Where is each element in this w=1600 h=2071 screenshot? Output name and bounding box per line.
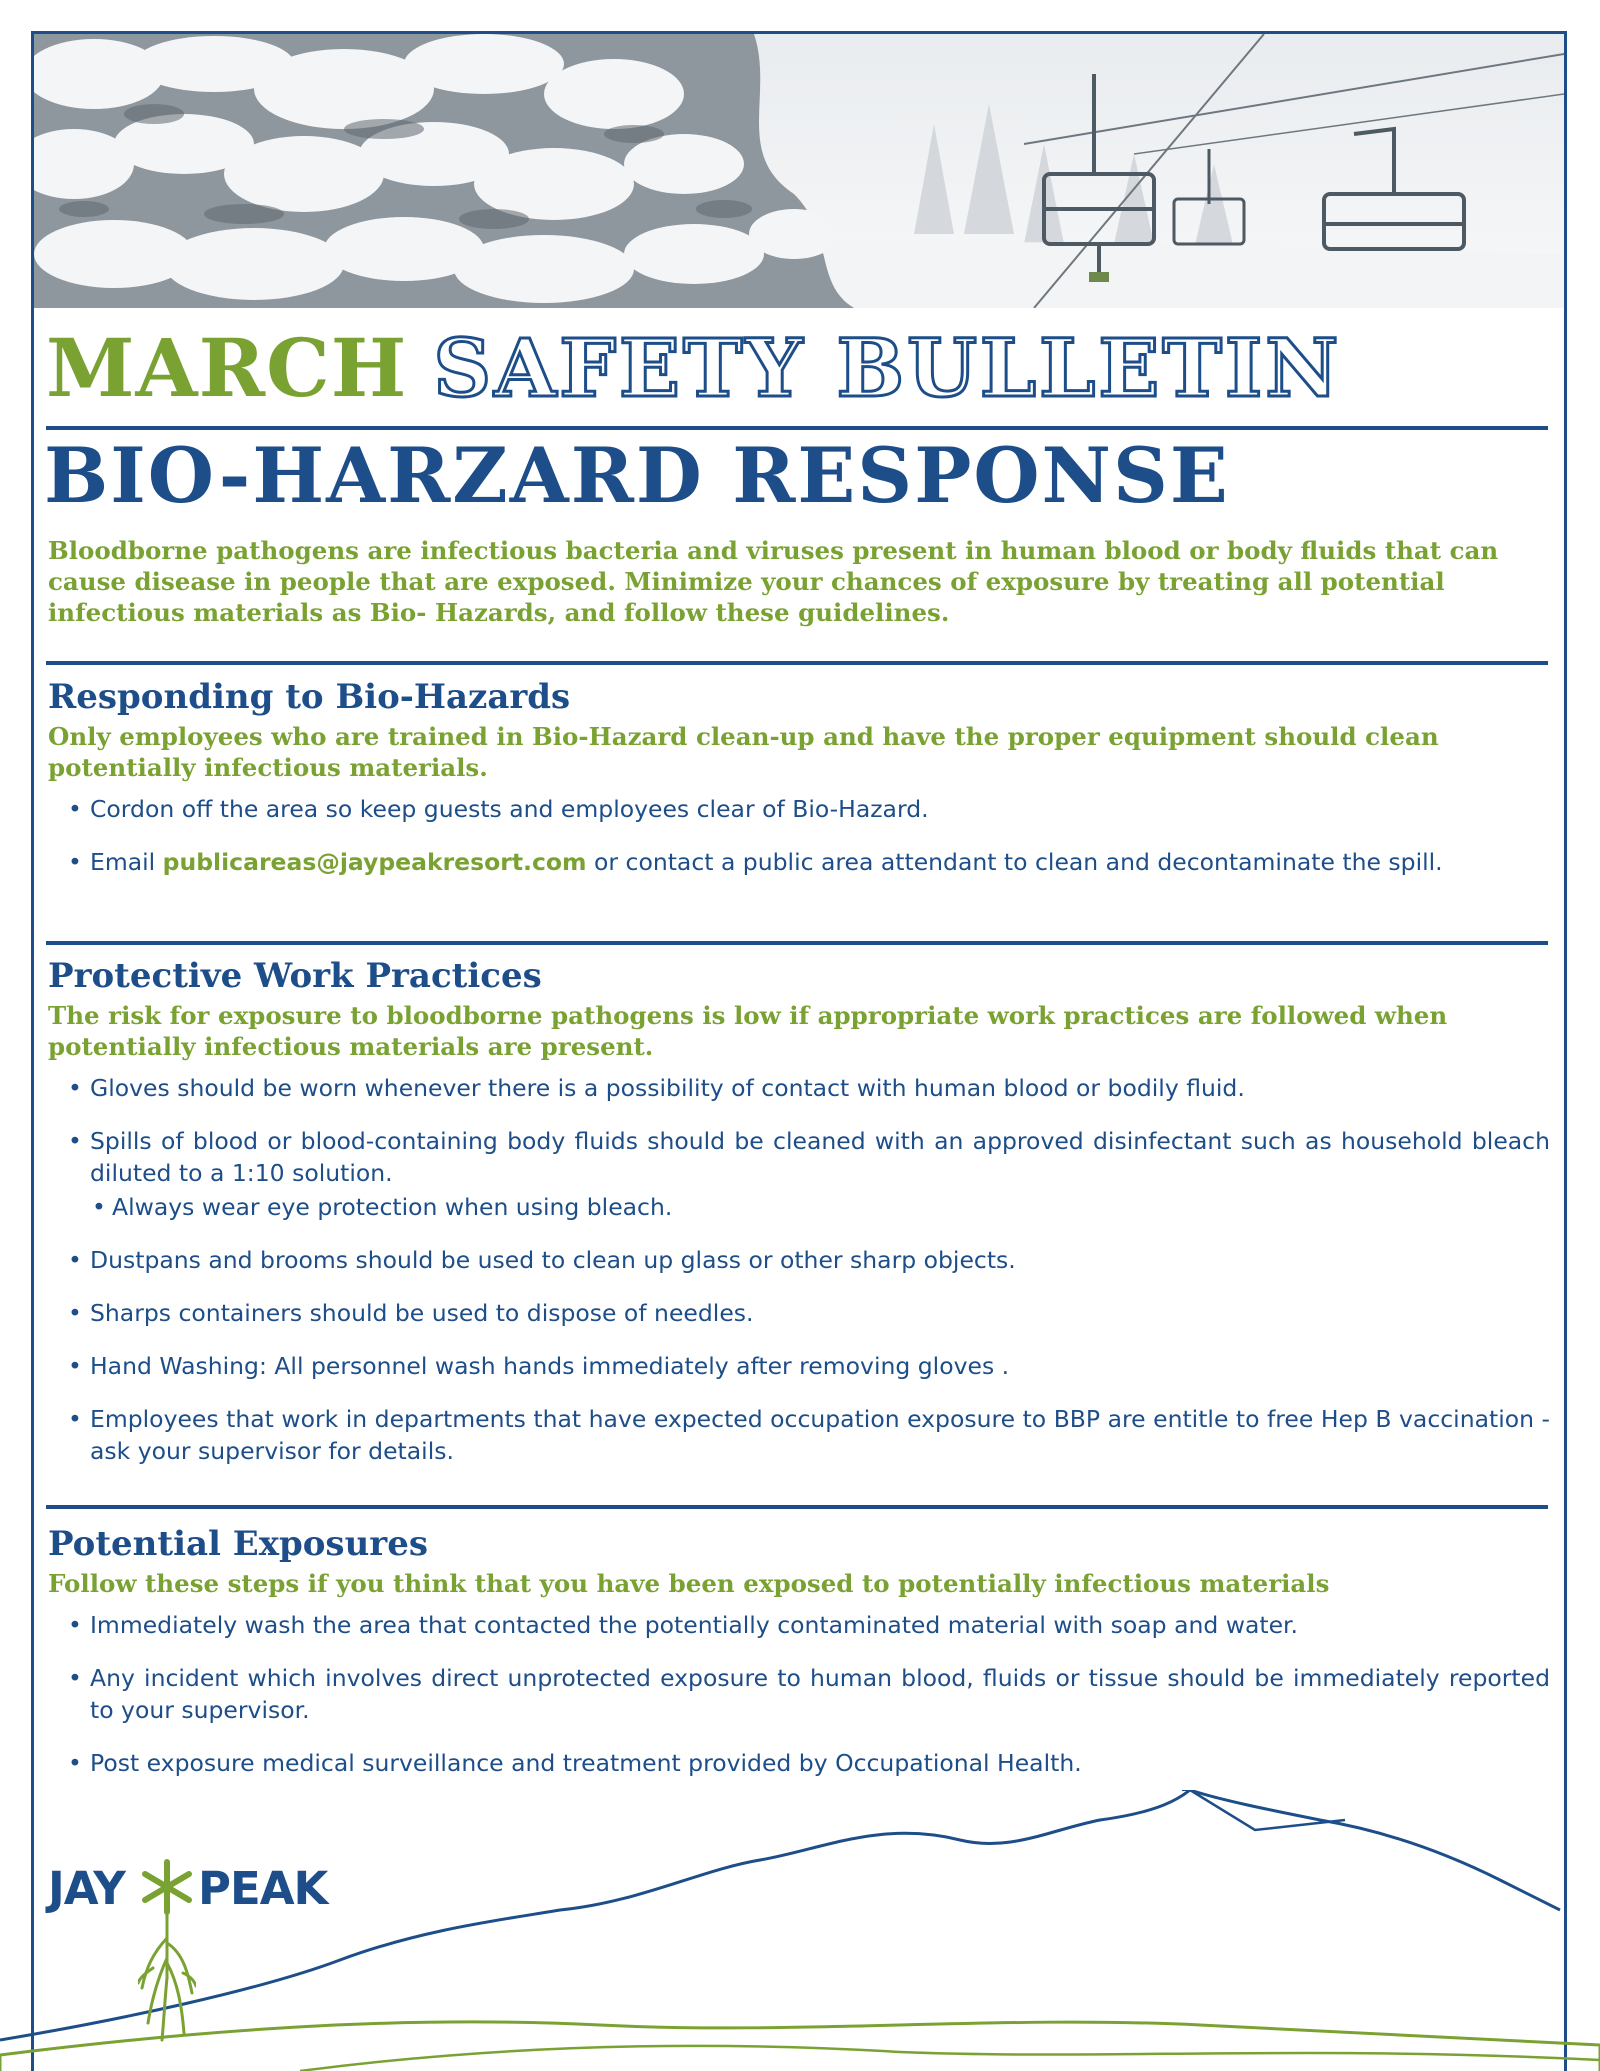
list-item: • Post exposure medical surveillance and treatment provided by Occupational Health. xyxy=(48,1747,1550,1779)
snowflake-tree-icon xyxy=(138,1858,196,2043)
section-heading: Potential Exposures xyxy=(48,1524,428,1564)
section-potential-exposures xyxy=(48,1524,1550,1800)
list-item: • Email publicareas@jaypeakresort.com or contact a public area attendant to clean and decontaminate the spill. xyxy=(48,846,1550,878)
list-item: • Spills of blood or blood-containing body fluids should be cleaned with an approved disinfectant such as household bleach diluted to a 1:10 solution. xyxy=(48,1125,1550,1189)
logo-text-jay: JAY xyxy=(48,1862,125,1915)
section-heading: Responding to Bio-Hazards xyxy=(48,677,571,717)
list-item: • Gloves should be worn whenever there is a possibility of contact with human blood or bodily fluid. xyxy=(48,1072,1550,1104)
list-item: • Any incident which involves direct unprotected exposure to human blood, fluids or tissue should be immediately reported to your supervisor. xyxy=(48,1662,1550,1726)
bulletin-headline xyxy=(46,318,1554,418)
list-item: • Hand Washing: All personnel wash hands immediately after removing gloves . xyxy=(48,1350,1550,1382)
hero-photo-snowy-chairlift xyxy=(34,34,1564,308)
list-item: • Cordon off the area so keep guests and employees clear of Bio-Hazard. xyxy=(48,793,1550,825)
section-lead: The risk for exposure to bloodborne pathogens is low if appropriate work practices are followed when potentially infectious materials are present. xyxy=(48,1001,1448,1061)
list-item: • Employees that work in departments that have expected occupation exposure to BBP are entitle to free Hep B vaccination - ask your supervisor for details. xyxy=(48,1403,1550,1467)
intro-paragraph: Bloodborne pathogens are infectious bacteria and viruses present in human blood or body fluids that can cause disease in people that are exposed. Minimize your chances of exposure by treating all potential infectious materials as Bio- Hazards, and follow these guidelines. xyxy=(48,536,1499,627)
month-label: MARCH xyxy=(46,321,408,415)
divider xyxy=(46,1505,1548,1509)
section-responding xyxy=(48,677,1550,899)
list-item: • Immediately wash the area that contacted the potentially contaminated material with soap and water. xyxy=(48,1609,1550,1641)
section-lead: Follow these steps if you think that you have been exposed to potentially infectious materials xyxy=(48,1569,1330,1598)
section-lead: Only employees who are trained in Bio-Hazard clean-up and have the proper equipment should clean potentially infectious materials. xyxy=(48,722,1439,782)
divider xyxy=(46,941,1548,945)
email-link[interactable]: publicareas@jaypeakresort.com xyxy=(162,848,587,876)
list-item: • Always wear eye protection when using bleach. xyxy=(48,1191,1550,1223)
divider xyxy=(46,426,1548,430)
list-item: • Sharps containers should be used to dispose of needles. xyxy=(48,1297,1550,1329)
jay-peak-logo xyxy=(48,1850,328,2050)
section-heading: Protective Work Practices xyxy=(48,956,542,996)
list-item: • Dustpans and brooms should be used to clean up glass or other sharp objects. xyxy=(48,1244,1550,1276)
section-protective-practices xyxy=(48,956,1550,1488)
logo-text-peak: PEAK xyxy=(198,1862,328,1915)
page-title: BIO-HARZARD RESPONSE xyxy=(44,431,1230,520)
bulletin-label: SAFETY BULLETIN xyxy=(433,321,1342,415)
divider xyxy=(46,661,1548,665)
